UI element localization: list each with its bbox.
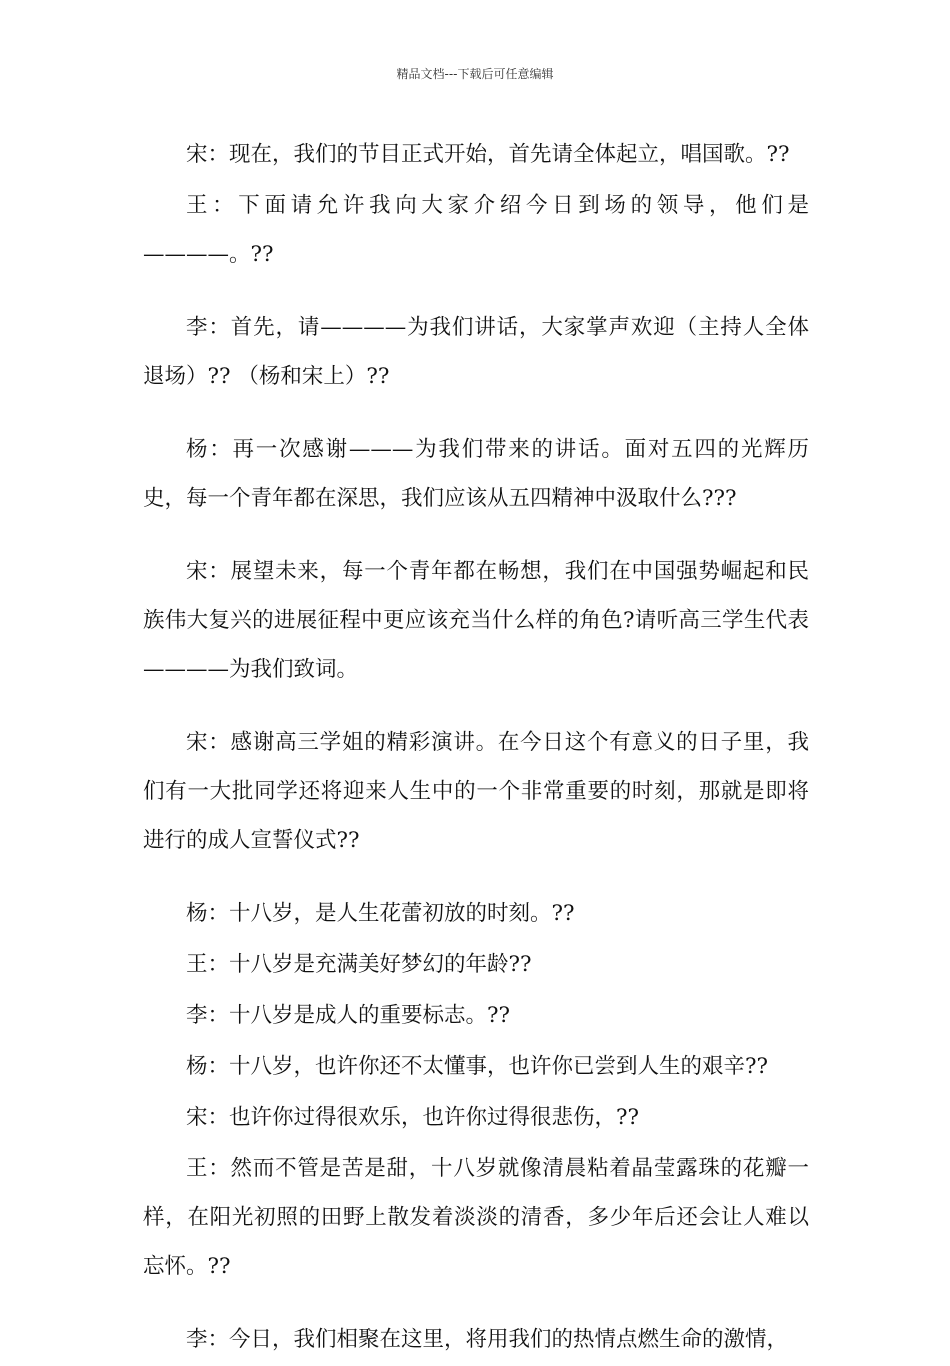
page-header: 精品文档---下载后可任意编辑 — [396, 67, 554, 81]
paragraph-6: 宋：感谢高三学姐的精彩演讲。在今日这个有意义的日子里，我们有一大批同学还将迎来人生中的一个非常重要的时刻，那就是即将进行的成人宣誓仪式?? — [143, 730, 809, 853]
paragraph-2: 王：下面请允许我向大家介绍今日到场的领导，他们是————。?? — [143, 193, 809, 267]
paragraph-4: 杨：再一次感谢———为我们带来的讲话。面对五四的光辉历史，每一个青年都在深思，我们应该从五四精神中汲取什么??? — [143, 437, 809, 511]
document-body — [143, 130, 809, 1366]
paragraph-11: 宋：也许你过得很欢乐，也许你过得很悲伤，?? — [186, 1105, 640, 1130]
paragraph-3: 李：首先，请————为我们讲话，大家掌声欢迎（主持人全体退场）?? （杨和宋上）?? — [143, 315, 809, 389]
paragraph-5: 宋：展望未来，每一个青年都在畅想，我们在中国强势崛起和民族伟大复兴的进展征程中更应该充当什么样的角色?请听高三学生代表————为我们致词。 — [143, 559, 809, 682]
paragraph-12: 王：然而不管是苦是甜，十八岁就像清晨粘着晶莹露珠的花瓣一样，在阳光初照的田野上散发着淡淡的清香，多少年后还会让人难以忘怀。?? — [143, 1156, 809, 1279]
paragraph-10: 杨：十八岁，也许你还不太懂事，也许你已尝到人生的艰辛?? — [186, 1054, 769, 1079]
paragraph-13: 李：今日，我们相聚在这里，将用我们的热情点燃生命的激情， — [186, 1327, 789, 1352]
paragraph-8: 王：十八岁是充满美好梦幻的年龄?? — [186, 952, 532, 977]
paragraph-1: 宋：现在，我们的节目正式开始，首先请全体起立，唱国歌。?? — [186, 142, 790, 167]
paragraph-9: 李：十八岁是成人的重要标志。?? — [186, 1003, 511, 1028]
paragraph-7: 杨：十八岁，是人生花蕾初放的时刻。?? — [186, 901, 575, 926]
